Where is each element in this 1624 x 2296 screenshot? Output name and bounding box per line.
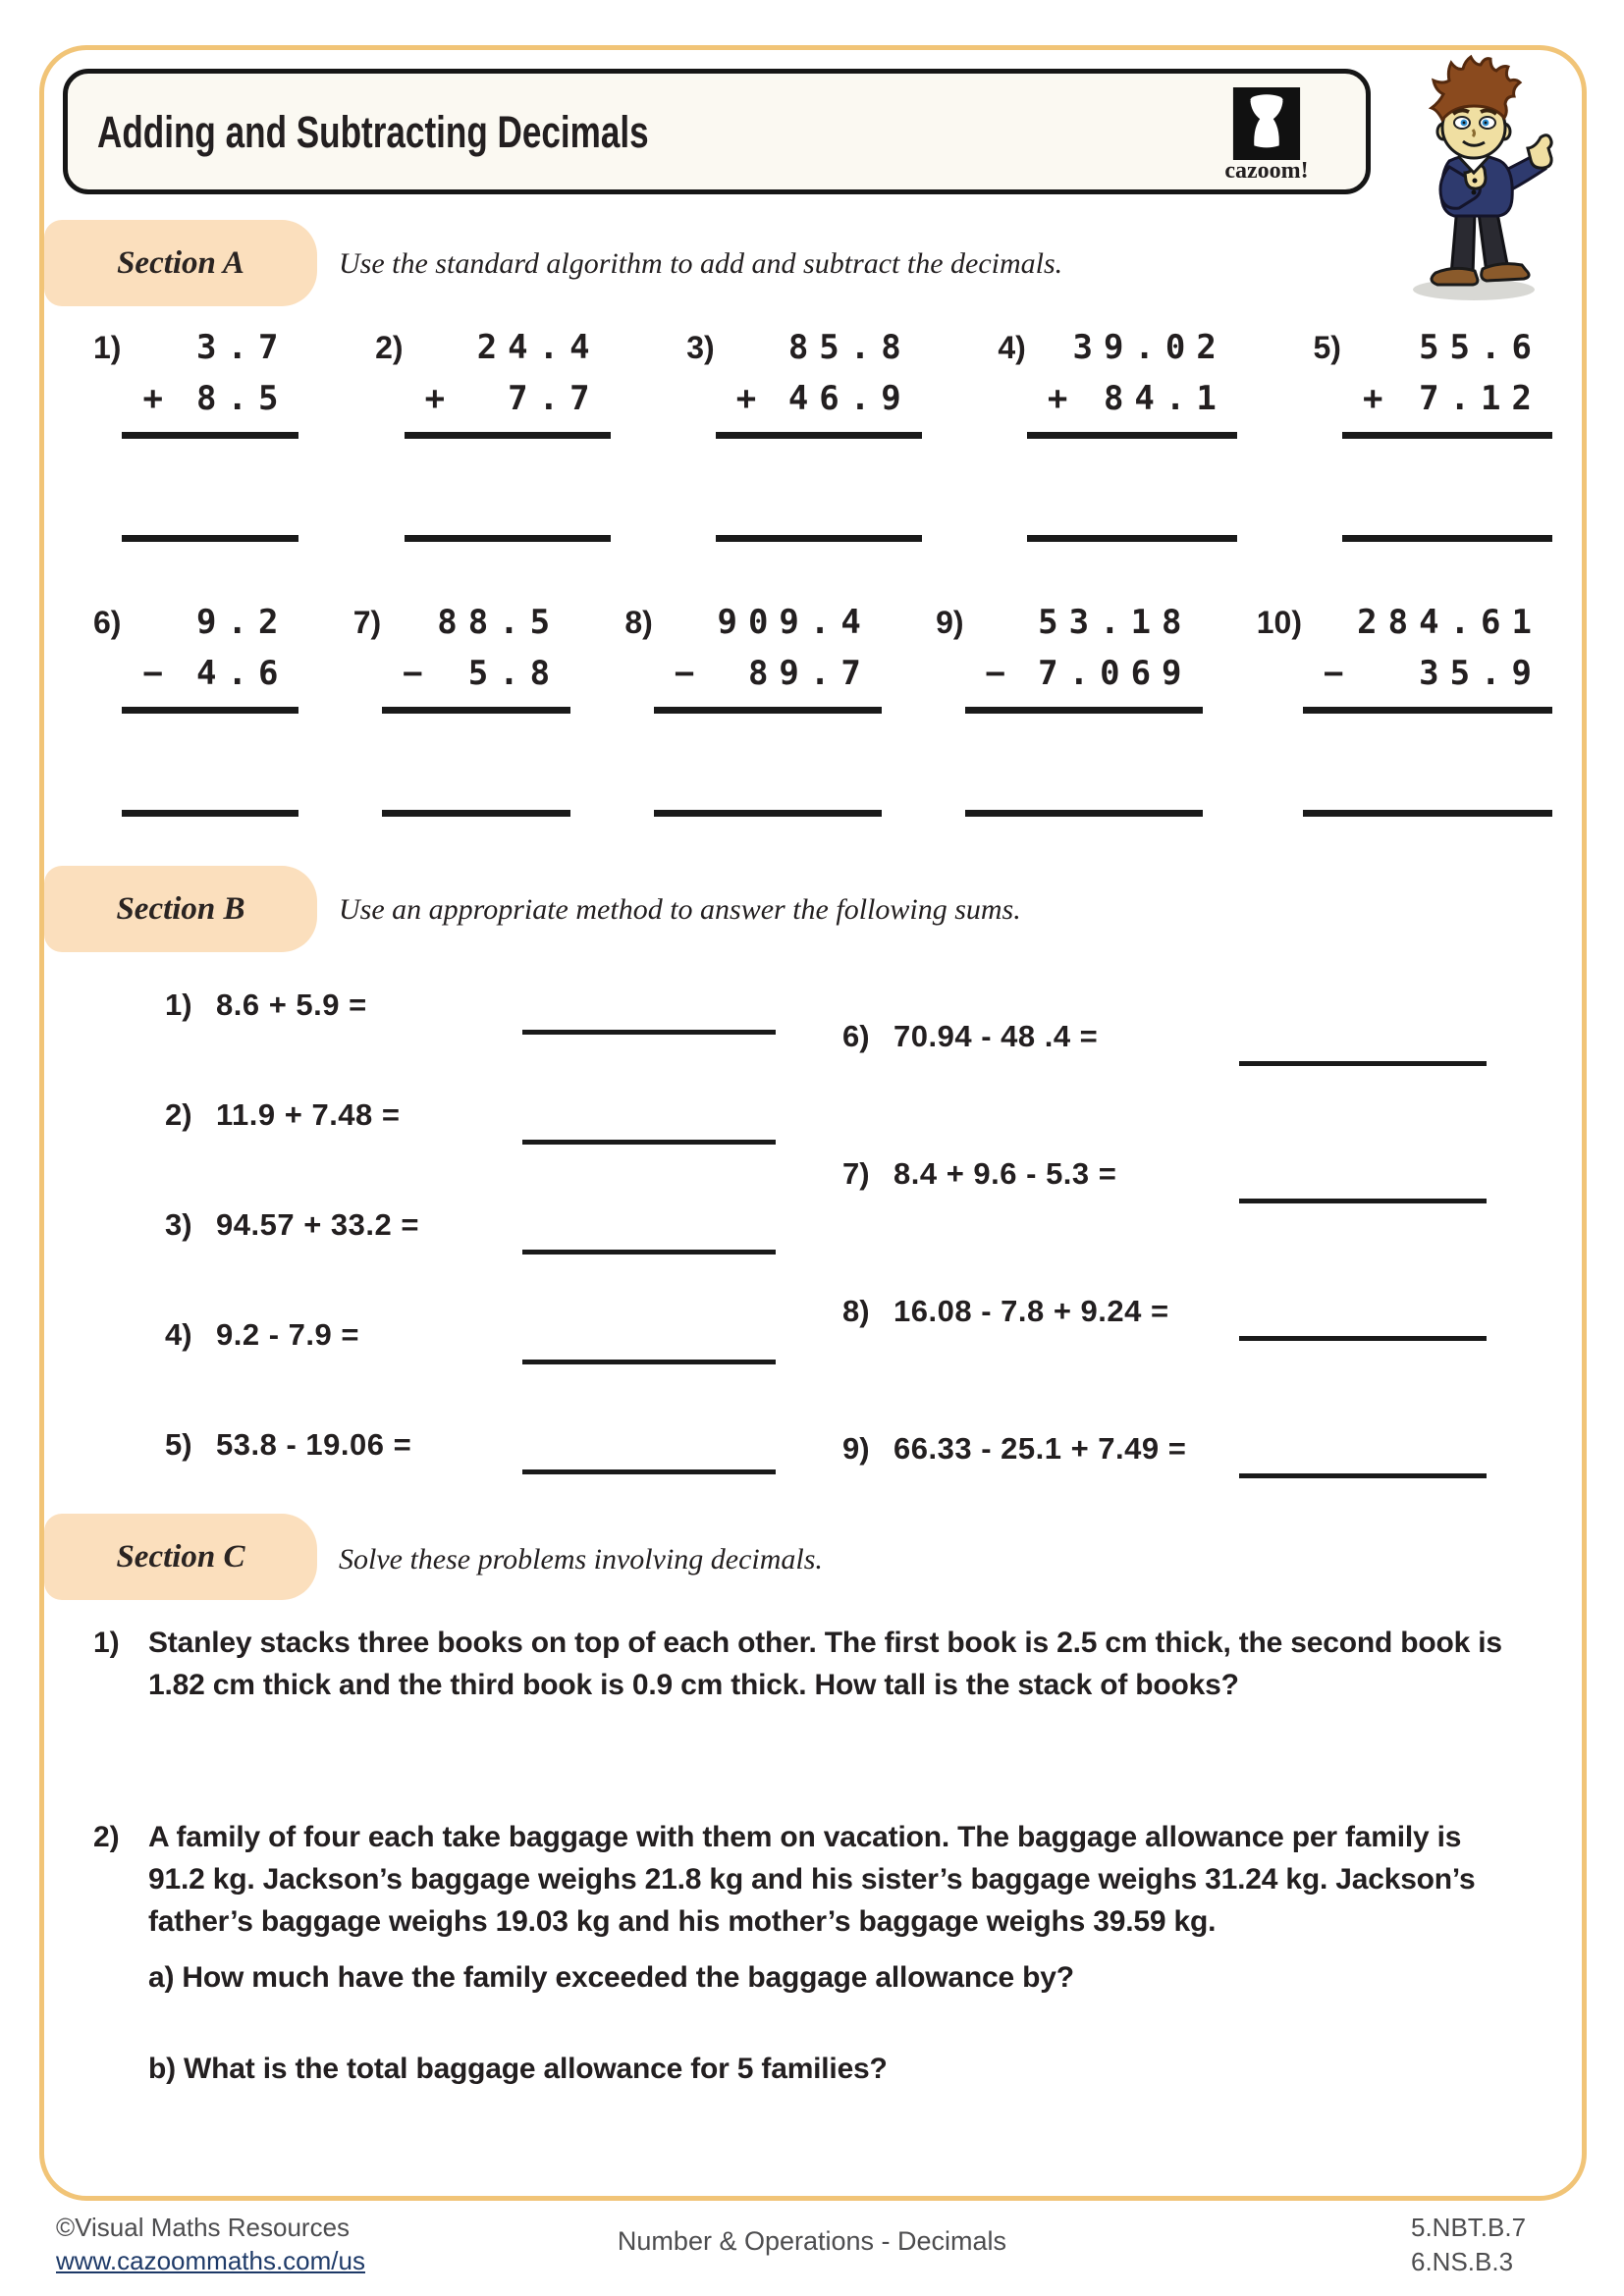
sum-item xyxy=(842,1015,1487,1054)
answer-line[interactable] xyxy=(965,810,1203,817)
answer-line[interactable] xyxy=(1342,535,1552,542)
problem-text: Stanley stacks three books on top of each other. The first book is 2.5 cm thick, the second book is 1.82 cm thick and the third book is 0.9 cm thick. How tall is the stack of books? xyxy=(148,1627,1502,1701)
bottom-operand: 7.12 xyxy=(1419,379,1543,418)
expression: 8.6 + 5.9 = xyxy=(216,988,367,1022)
problem-part-b: b) What is the total baggage allowance for 5 families? xyxy=(148,2053,888,2085)
logo-wordmark: cazoom! xyxy=(1224,158,1309,184)
problem-number: 4) xyxy=(165,1317,192,1352)
answer-line[interactable] xyxy=(1027,535,1237,542)
standard-code-1: 5.NBT.B.7 xyxy=(1411,2213,1527,2242)
problem-number: 1) xyxy=(165,988,192,1022)
top-operand: 55.6 xyxy=(1419,328,1543,367)
problem-number: 7) xyxy=(352,605,382,640)
operator: − xyxy=(142,654,174,693)
bottom-operand: 89.7 xyxy=(747,654,872,693)
bottom-operand: 7.069 xyxy=(1038,654,1193,693)
problem-number: 10) xyxy=(1256,605,1302,640)
problem-number: 5) xyxy=(165,1427,192,1462)
page-title: Adding and Subtracting Decimals xyxy=(97,107,649,157)
problem-number: 2) xyxy=(375,330,404,365)
operator: + xyxy=(1047,379,1079,418)
title-box xyxy=(63,69,1371,194)
column-sum-problem xyxy=(936,603,1193,817)
section-c-instruction: Solve these problems involving decimals. xyxy=(339,1543,823,1575)
sum-item xyxy=(165,1203,776,1243)
expression: 16.08 - 7.8 + 9.24 = xyxy=(893,1294,1169,1328)
problem-part-a: a) How much have the family exceeded the baggage allowance by? xyxy=(148,1961,1074,1994)
top-operand: 39.02 xyxy=(1072,328,1227,367)
standard-code-2: 6.NS.B.3 xyxy=(1411,2247,1514,2276)
operator: + xyxy=(142,379,174,418)
answer-line[interactable] xyxy=(1303,810,1552,817)
top-operand: 53.18 xyxy=(1038,603,1193,642)
problem-number: 4) xyxy=(998,330,1026,365)
copyright-text: ©Visual Maths Resources xyxy=(56,2213,351,2242)
expression: 66.33 - 25.1 + 7.49 = xyxy=(893,1431,1187,1466)
sum-item xyxy=(842,1290,1487,1329)
column-sum-problem xyxy=(93,603,290,817)
answer-line[interactable] xyxy=(122,810,298,817)
sum-item xyxy=(165,1423,776,1463)
sum-item xyxy=(165,1313,776,1353)
bottom-operand: 84.1 xyxy=(1103,379,1227,418)
problem-number: 9) xyxy=(936,605,964,640)
section-b-right-column xyxy=(842,1015,1487,1565)
section-a-row-2 xyxy=(93,603,1543,817)
problem-number: 1) xyxy=(93,1627,120,1659)
section-b-tab xyxy=(44,866,317,952)
sum-line xyxy=(965,707,1203,714)
top-operand: 85.8 xyxy=(787,328,912,367)
problem-number: 1) xyxy=(93,330,122,365)
footer-standards xyxy=(1411,2211,1526,2279)
answer-line[interactable] xyxy=(382,810,570,817)
column-sum-problem xyxy=(998,328,1227,542)
section-a-label: Section A xyxy=(117,244,244,281)
problem-number: 2) xyxy=(93,1821,120,1853)
section-a-instruction: Use the standard algorithm to add and subtract the decimals. xyxy=(339,247,1063,280)
problem-number: 9) xyxy=(842,1431,870,1466)
section-c-label: Section C xyxy=(116,1538,245,1575)
bottom-operand: 7.7 xyxy=(508,379,601,418)
section-a-tab xyxy=(44,220,317,306)
sum-item xyxy=(842,1427,1487,1467)
problem-number: 2) xyxy=(165,1097,192,1132)
operator: − xyxy=(674,654,706,693)
sum-line xyxy=(1303,707,1552,714)
expression: 53.8 - 19.06 = xyxy=(216,1427,412,1462)
bottom-operand: 46.9 xyxy=(787,379,912,418)
expression: 94.57 + 33.2 = xyxy=(216,1207,419,1242)
bottom-operand: 35.9 xyxy=(1419,654,1543,693)
sum-line xyxy=(1027,432,1237,439)
sum-item xyxy=(165,1094,776,1133)
top-operand: 24.4 xyxy=(476,328,601,367)
sum-line xyxy=(1342,432,1552,439)
sum-line xyxy=(122,432,298,439)
expression: 70.94 - 48 .4 = xyxy=(893,1019,1099,1053)
answer-line[interactable] xyxy=(522,1030,776,1035)
section-b-left-column xyxy=(165,984,776,1533)
column-sum-problem xyxy=(686,328,912,542)
top-operand: 284.61 xyxy=(1357,603,1543,642)
sum-line xyxy=(654,707,882,714)
column-sum-problem xyxy=(1256,603,1543,817)
website-link[interactable]: www.cazoommaths.com/us xyxy=(56,2246,365,2275)
sum-item xyxy=(165,984,776,1023)
expression: 8.4 + 9.6 - 5.3 = xyxy=(893,1156,1117,1191)
answer-line[interactable] xyxy=(716,535,922,542)
column-sum-problem xyxy=(375,328,601,542)
operator: − xyxy=(985,654,1016,693)
sum-line xyxy=(716,432,922,439)
answer-line[interactable] xyxy=(1239,1473,1487,1478)
column-sum-problem xyxy=(93,328,290,542)
top-operand: 9.2 xyxy=(196,603,290,642)
answer-line[interactable] xyxy=(122,535,298,542)
section-a-row-1 xyxy=(93,328,1543,542)
operator: + xyxy=(735,379,768,418)
answer-line[interactable] xyxy=(522,1469,776,1474)
operator: − xyxy=(403,654,434,693)
problem-number: 7) xyxy=(842,1156,870,1191)
cazoom-logo xyxy=(1203,87,1330,185)
footer-topic: Number & Operations - Decimals xyxy=(617,2226,1007,2256)
column-sum-problem xyxy=(352,603,562,817)
problem-number: 6) xyxy=(842,1019,870,1053)
problem-number: 8) xyxy=(842,1294,870,1328)
section-b-instruction: Use an appropriate method to answer the following sums. xyxy=(339,893,1021,926)
answer-line[interactable] xyxy=(522,1360,776,1364)
bottom-operand: 4.6 xyxy=(196,654,290,693)
top-operand: 88.5 xyxy=(437,603,562,642)
answer-line[interactable] xyxy=(522,1140,776,1145)
column-sum-problem xyxy=(624,603,872,817)
answer-line[interactable] xyxy=(654,810,882,817)
expression: 9.2 - 7.9 = xyxy=(216,1317,359,1352)
top-operand: 3.7 xyxy=(196,328,290,367)
section-b-label: Section B xyxy=(116,890,245,927)
top-operand: 909.4 xyxy=(717,603,872,642)
problem-text xyxy=(148,1816,1503,2090)
operator: + xyxy=(1362,379,1394,418)
mascot-illustration xyxy=(1380,51,1577,306)
problem-body: A family of four each take baggage with them on vacation. The baggage allowance per family is 91.2 kg. Jackson’s baggage weighs 21.8 kg and his sister’s baggage weighs 31.24 kg. Jackson’s father’s baggage weighs 19.03 kg and his mother’s baggage weighs 39.59 kg. xyxy=(148,1821,1476,1938)
expression: 11.9 + 7.48 = xyxy=(216,1097,401,1132)
section-c-tab xyxy=(44,1514,317,1600)
sum-line xyxy=(122,707,298,714)
operator: + xyxy=(424,379,457,418)
answer-line[interactable] xyxy=(522,1250,776,1255)
answer-line[interactable] xyxy=(405,535,611,542)
problem-number: 5) xyxy=(1313,330,1341,365)
word-problem xyxy=(93,1622,1537,1706)
sum-line xyxy=(405,432,611,439)
answer-line[interactable] xyxy=(1239,1336,1487,1341)
bottom-operand: 5.8 xyxy=(467,654,562,693)
problem-number: 3) xyxy=(686,330,715,365)
problem-number: 3) xyxy=(165,1207,192,1242)
word-problem xyxy=(93,1816,1537,2090)
column-sum-problem xyxy=(1313,328,1543,542)
problem-number: 8) xyxy=(624,605,653,640)
sum-item xyxy=(842,1152,1487,1192)
djembe-drum-icon xyxy=(1232,87,1301,160)
sum-line xyxy=(382,707,570,714)
operator: − xyxy=(1324,654,1355,693)
answer-line[interactable] xyxy=(1239,1061,1487,1066)
problem-number: 6) xyxy=(93,605,122,640)
answer-line[interactable] xyxy=(1239,1199,1487,1203)
bottom-operand: 8.5 xyxy=(196,379,290,418)
